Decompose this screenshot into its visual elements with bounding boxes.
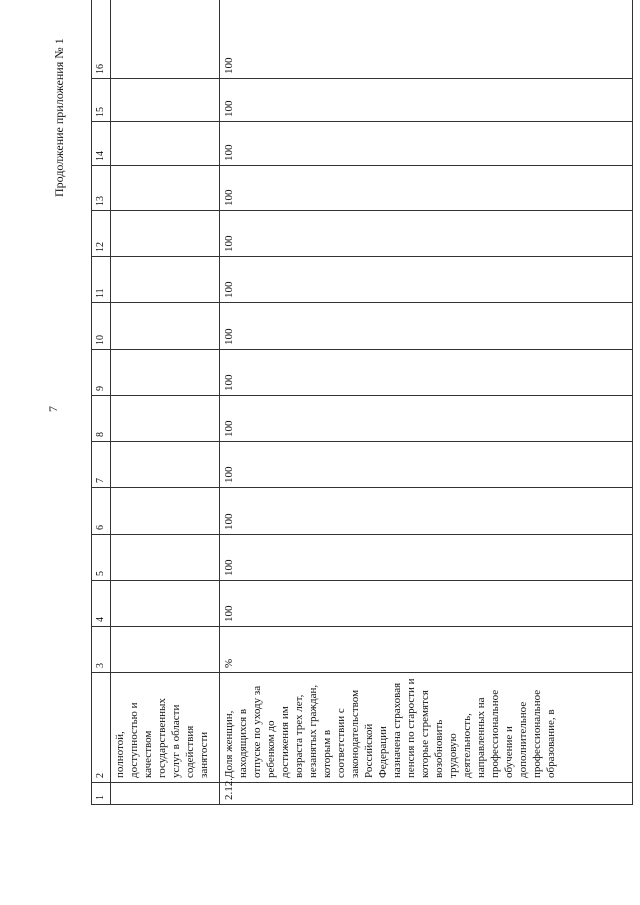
page-number: 7 (46, 406, 60, 412)
value-cell: 100 (220, 488, 633, 535)
row-number (111, 783, 220, 805)
value-cell: 100 (220, 535, 633, 581)
value-cell: 100 (220, 0, 633, 79)
column-number: 14 (92, 122, 111, 166)
value-cell: 100 (220, 79, 633, 122)
value-cell (111, 79, 220, 122)
value-cell (111, 396, 220, 442)
value-cell (111, 350, 220, 396)
unit-cell: % (220, 627, 633, 673)
value-cell: 100 (220, 122, 633, 166)
value-cell (111, 122, 220, 166)
column-number: 5 (92, 535, 111, 581)
column-number: 16 (92, 0, 111, 79)
column-number: 10 (92, 303, 111, 350)
value-cell: 100 (220, 257, 633, 303)
row-number: 2.12. (220, 783, 633, 805)
value-cell: 100 (220, 350, 633, 396)
value-cell (111, 442, 220, 488)
column-number-row (92, 0, 111, 805)
indicators-table (91, 0, 633, 805)
value-cell (111, 488, 220, 535)
value-cell (111, 535, 220, 581)
value-cell (111, 166, 220, 211)
value-cell: 100 (220, 211, 633, 257)
value-cell (111, 303, 220, 350)
column-number: 13 (92, 166, 111, 211)
column-number: 9 (92, 350, 111, 396)
value-cell: 100 (220, 442, 633, 488)
column-number: 2 (92, 673, 111, 783)
indicator-text: Доля женщин, находящихся в отпуске по уходу за ребенком до достижения им возраста трех лет, незанятых граждан, которым в соответствии с законодательством Российской Федерации назначена страховая пенсия по старости и которые стремятся возобновить трудовую деятельность, направленных на профессиональное обучение и дополнительное профессиональное образование, в (220, 673, 633, 783)
value-cell (111, 257, 220, 303)
value-cell: 100 (220, 581, 633, 627)
value-cell (111, 581, 220, 627)
table-row-2-12 (220, 0, 633, 805)
appendix-continuation-note: Продолжение приложения № 1 (52, 38, 66, 197)
column-number: 15 (92, 79, 111, 122)
unit-cell (111, 627, 220, 673)
column-number: 11 (92, 257, 111, 303)
column-number: 4 (92, 581, 111, 627)
column-number: 8 (92, 396, 111, 442)
column-number: 1 (92, 783, 111, 805)
value-cell: 100 (220, 396, 633, 442)
column-number: 3 (92, 627, 111, 673)
column-number: 12 (92, 211, 111, 257)
value-cell (111, 0, 220, 79)
value-cell: 100 (220, 166, 633, 211)
table-row-continuation (111, 0, 220, 805)
column-number: 6 (92, 488, 111, 535)
value-cell: 100 (220, 303, 633, 350)
indicator-text: полнотой, доступностью и качеством государственных услуг в области содействия занятости (111, 673, 220, 783)
column-number: 7 (92, 442, 111, 488)
value-cell (111, 211, 220, 257)
